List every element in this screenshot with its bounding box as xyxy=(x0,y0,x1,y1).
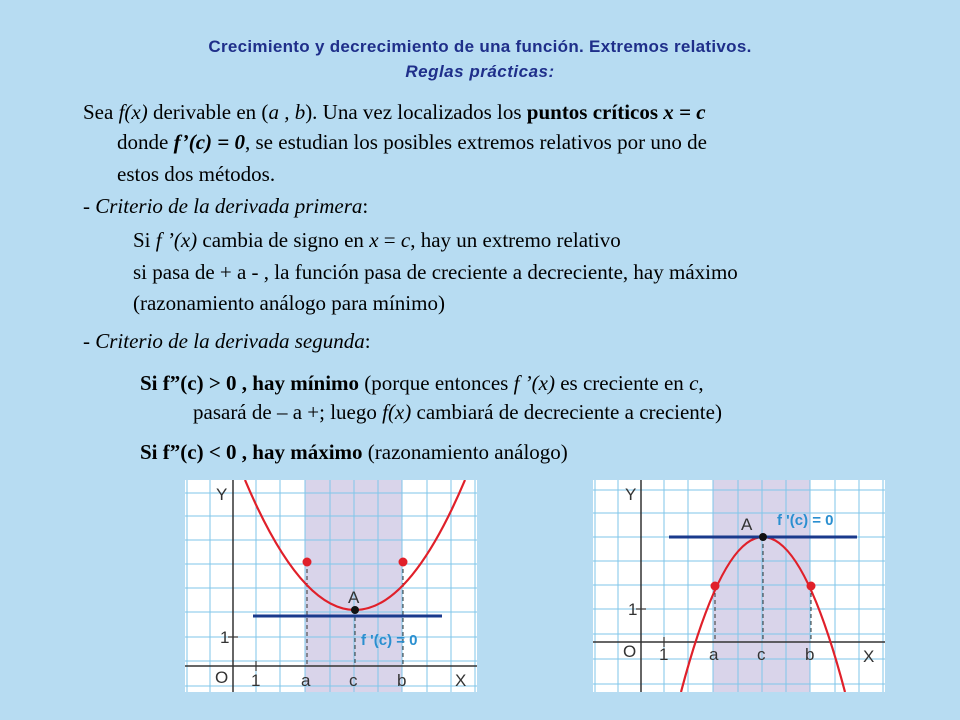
second-criterion-heading xyxy=(83,329,371,353)
text xyxy=(174,130,245,154)
text: f ’(x) xyxy=(513,371,555,395)
b-label: b xyxy=(397,671,407,690)
first-criterion-line-1 xyxy=(133,228,621,252)
text: f(x) xyxy=(382,400,412,424)
point-a xyxy=(711,582,720,591)
tangent-label: f '(c) = 0 xyxy=(361,632,418,649)
first-criterion-heading xyxy=(83,194,368,218)
text: , hay un extremo relativo xyxy=(410,228,621,252)
title-line-2: Reglas prácticas: xyxy=(405,62,555,81)
a-label: a xyxy=(301,671,311,690)
point-label: A xyxy=(741,515,753,534)
one-y-label: 1 xyxy=(628,600,638,619)
minimum-graph xyxy=(185,480,477,692)
text: (razonamiento análogo) xyxy=(362,440,568,464)
tangent-label: f '(c) = 0 xyxy=(777,512,834,529)
text: Si xyxy=(133,228,156,252)
text: cambia de signo en xyxy=(197,228,370,252)
y-axis-label: Y xyxy=(625,485,637,504)
intro-line-3: estos dos métodos. xyxy=(117,162,276,186)
text: f ’(x) xyxy=(155,228,198,252)
text: f(x) xyxy=(118,100,148,124)
one-y-label: 1 xyxy=(220,628,230,647)
x-axis-label: X xyxy=(863,647,875,666)
text: Criterio de la derivada segunda xyxy=(95,329,365,353)
point-a xyxy=(303,558,312,567)
point-max xyxy=(759,533,767,541)
text: : xyxy=(362,194,369,218)
text: ). Una vez localizados los xyxy=(305,100,527,124)
text: , se estudian los posibles extremos relativos por uno de xyxy=(245,130,707,154)
point-label: A xyxy=(348,588,360,607)
one-x-label: 1 xyxy=(251,671,261,690)
text: donde xyxy=(117,130,174,154)
c-label: c xyxy=(757,645,766,664)
text: x = c xyxy=(663,100,706,124)
c-label: c xyxy=(349,671,358,690)
text: cambiará de decreciente a creciente) xyxy=(411,400,722,424)
point-b xyxy=(807,582,816,591)
text: f’(c) = 0 xyxy=(173,130,245,154)
y-axis-label: Y xyxy=(216,485,228,504)
text: pasará de – a +; luego xyxy=(193,400,383,424)
a-label: a xyxy=(709,645,719,664)
second-criterion-line-1 xyxy=(140,371,704,395)
text: c xyxy=(400,228,411,252)
text: - xyxy=(83,329,96,353)
one-x-label: 1 xyxy=(659,645,669,664)
text: x xyxy=(369,228,379,252)
second-criterion-line-3 xyxy=(140,440,568,464)
text: derivable en ( xyxy=(147,100,269,124)
first-criterion-line-2: si pasa de + a - , la función pasa de creciente a decreciente, hay máximo xyxy=(133,260,738,284)
maximum-graph xyxy=(593,480,885,692)
point-b xyxy=(399,558,408,567)
point-min xyxy=(351,606,359,614)
text: Si f”(c) < 0 , hay máximo xyxy=(140,440,363,464)
intro-line-1 xyxy=(83,100,706,124)
first-criterion-line-3: (razonamiento análogo para mínimo) xyxy=(133,291,445,315)
text: , xyxy=(698,371,704,395)
origin-label: O xyxy=(215,668,229,687)
text: a , b xyxy=(268,100,306,124)
text: Sea xyxy=(83,100,119,124)
second-criterion-line-2 xyxy=(193,400,722,424)
text: = xyxy=(378,228,401,252)
text: : xyxy=(364,329,371,353)
x-axis-label: X xyxy=(455,671,467,690)
text: (porque entonces xyxy=(359,371,514,395)
text: Si f”(c) > 0 , hay mínimo xyxy=(140,371,360,395)
text xyxy=(663,100,705,124)
text: - xyxy=(83,194,96,218)
text: Criterio de la derivada primera xyxy=(95,194,363,218)
text: c xyxy=(689,371,699,395)
text: puntos críticos xyxy=(526,100,664,124)
intro-line-2 xyxy=(117,130,707,154)
b-label: b xyxy=(805,645,815,664)
text: es creciente en xyxy=(554,371,690,395)
title-line-1: Crecimiento y decrecimiento de una función. Extremos relativos. xyxy=(208,37,752,56)
origin-label: O xyxy=(623,642,637,661)
